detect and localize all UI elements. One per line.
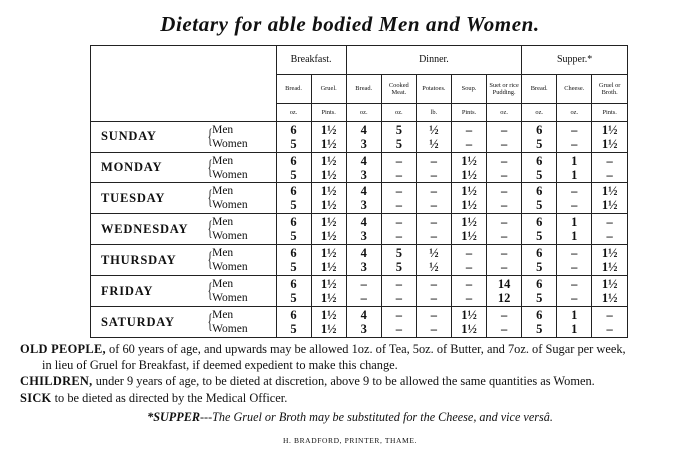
note-children-lead: CHILDREN, (20, 374, 93, 389)
col-dinner-bread: Bread. (346, 74, 381, 103)
brace-icon: { (207, 154, 213, 179)
ration-cell (276, 245, 311, 276)
ration-cell (416, 183, 451, 214)
ration-women: – (395, 229, 402, 244)
ration-women: 5 (290, 322, 297, 337)
ration-men: 6 (536, 308, 543, 323)
ration-women: – (500, 167, 508, 182)
ration-cell (416, 152, 451, 183)
ration-cell (381, 121, 416, 152)
note-old-people (20, 341, 690, 357)
ration-men: 6 (290, 308, 297, 323)
ration-men: – (500, 246, 508, 261)
ration-women: – (430, 291, 438, 306)
ration-cell (592, 121, 627, 152)
ration-women: 3 (360, 136, 367, 151)
label-women: Women (212, 230, 248, 243)
ration-men: – (500, 122, 508, 137)
col-dinner-cooked-meat: Cooked Meat. (381, 74, 416, 103)
ration-men: 1 (571, 308, 578, 323)
col-breakfast-bread: Bread. (276, 74, 311, 103)
ration-cell (346, 307, 381, 337)
ration-men: – (500, 308, 508, 323)
sex-labels (209, 307, 276, 337)
note-sick (20, 390, 690, 406)
label-women: Women (212, 137, 248, 150)
ration-men: 4 (360, 215, 367, 230)
ration-men: – (500, 153, 508, 168)
ration-men: 1½ (601, 277, 618, 292)
day-label: WEDNESDAY (101, 221, 189, 236)
ration-cell (557, 121, 592, 152)
ration-cell (381, 214, 416, 245)
col-supper-bread: Bread. (522, 74, 557, 103)
ration-cell (522, 214, 557, 245)
ration-women: 1½ (601, 260, 618, 275)
ration-women: – (395, 291, 402, 306)
ration-cell (346, 245, 381, 276)
unit-cell: oz. (346, 103, 381, 121)
ration-women: ½ (429, 136, 439, 151)
ration-men: 6 (536, 153, 543, 168)
ration-women: 3 (360, 229, 367, 244)
ration-women: 1 (571, 229, 578, 244)
ration-cell (311, 245, 346, 276)
group-supper: Supper.* (522, 46, 627, 74)
ration-cell (311, 152, 346, 183)
ration-women: 5 (536, 291, 543, 306)
ration-men: 1½ (461, 184, 477, 199)
day-label: SATURDAY (101, 314, 175, 329)
ration-women: – (606, 167, 613, 182)
ration-men: 6 (290, 153, 297, 168)
ration-cell (416, 121, 451, 152)
col-dinner-pudding: Suet or rice Pudding. (487, 74, 522, 103)
unit-cell: Pints. (451, 103, 486, 121)
ration-cell (311, 307, 346, 337)
note-children (20, 373, 690, 389)
unit-cell: Pints. (311, 103, 346, 121)
ration-men: – (571, 277, 578, 292)
ration-cell (592, 276, 627, 307)
unit-cell: oz. (522, 103, 557, 121)
ration-women: 3 (360, 322, 367, 337)
ration-women: 5 (536, 136, 543, 151)
ration-cell (557, 245, 592, 276)
ration-men: 1½ (461, 308, 477, 323)
notes-section (20, 341, 690, 406)
ration-cell (451, 307, 486, 337)
day-label: MONDAY (101, 160, 163, 174)
ration-men: – (360, 277, 367, 292)
footnote-text: ---The Gruel or Broth may be substituted for the Cheese, and vice versâ. (199, 410, 553, 424)
ration-women: – (500, 136, 508, 151)
ration-women: – (465, 291, 473, 306)
ration-cell (451, 214, 486, 245)
ration-women: ½ (429, 260, 439, 275)
ration-women: 1½ (320, 322, 337, 337)
ration-cell (276, 307, 311, 337)
ration-cell (451, 245, 486, 276)
ration-cell (381, 245, 416, 276)
ration-women: – (395, 167, 402, 182)
label-men: Men (212, 278, 234, 291)
group-dinner: Dinner. (346, 46, 521, 74)
ration-men: 1½ (320, 215, 337, 230)
ration-women: 5 (395, 260, 402, 275)
ration-women: 1½ (461, 167, 477, 182)
ration-women: 5 (290, 229, 297, 244)
ration-cell (557, 276, 592, 307)
ration-cell (522, 307, 557, 337)
ration-women: 1½ (601, 291, 618, 306)
ration-cell (522, 152, 557, 183)
note-old-people-text: of 60 years of age, and upwards may be allowed 1oz. of Tea, 5oz. of Butter, and 7oz. of Sugar per week, (109, 342, 626, 356)
ration-cell (522, 245, 557, 276)
brace-icon: { (207, 309, 213, 334)
ration-men: 4 (360, 246, 367, 261)
ration-cell (451, 183, 486, 214)
ration-women: 1½ (320, 291, 337, 306)
ration-cell (346, 276, 381, 307)
ration-men: 14 (497, 277, 511, 292)
ration-cell (522, 183, 557, 214)
ration-women: 5 (290, 167, 297, 182)
ration-men: – (465, 277, 473, 292)
ration-women: 12 (497, 291, 511, 306)
ration-men: 1½ (601, 246, 618, 261)
ration-women: 5 (395, 136, 402, 151)
ration-women: – (606, 322, 613, 337)
ration-men: ½ (429, 246, 439, 261)
day-row (91, 307, 627, 337)
ration-women: 1½ (601, 136, 618, 151)
note-old-people-lead: OLD PEOPLE, (20, 342, 106, 356)
ration-cell (311, 276, 346, 307)
meal-group-header-row (91, 46, 627, 74)
ration-women: – (465, 136, 473, 151)
page-title: Dietary for able bodied Men and Women. (160, 12, 540, 36)
dietary-table (90, 45, 628, 338)
ration-men: 4 (360, 122, 367, 137)
ration-women: – (500, 229, 508, 244)
ration-men: 6 (290, 215, 297, 230)
ration-men: 6 (536, 277, 543, 292)
ration-men: – (395, 308, 402, 323)
ration-women: 5 (290, 198, 297, 213)
label-women: Women (212, 199, 248, 212)
ration-cell (276, 121, 311, 152)
ration-cell (487, 276, 522, 307)
day-row (91, 276, 627, 307)
ration-cell (346, 183, 381, 214)
label-women: Women (212, 261, 248, 274)
sex-labels (209, 121, 276, 152)
ration-women: – (430, 167, 438, 182)
ration-men: 6 (290, 122, 297, 137)
ration-cell (557, 214, 592, 245)
ration-women: 1½ (601, 198, 618, 213)
ration-women: 1½ (320, 229, 337, 244)
ration-cell (592, 307, 627, 337)
label-men: Men (212, 185, 234, 198)
ration-men: 1½ (601, 122, 618, 137)
ration-cell (451, 276, 486, 307)
ration-men: 4 (360, 184, 367, 199)
day-row (91, 152, 627, 183)
ration-women: 1½ (461, 229, 477, 244)
ration-men: 1½ (320, 246, 337, 261)
unit-cell: oz. (487, 103, 522, 121)
ration-women: 3 (360, 198, 367, 213)
ration-men: 1½ (601, 184, 618, 199)
ration-cell (557, 307, 592, 337)
unit-cell: oz. (557, 103, 592, 121)
ration-cell (346, 214, 381, 245)
ration-cell (487, 245, 522, 276)
note-children-text: under 9 years of age, to be dieted at discretion, above 9 to be allowed the same quantities as Women. (95, 374, 595, 389)
group-breakfast: Breakfast. (276, 46, 346, 74)
ration-cell (557, 183, 592, 214)
ration-women: – (395, 198, 402, 213)
ration-cell (416, 214, 451, 245)
ration-men: – (395, 153, 402, 168)
ration-women: 5 (536, 167, 543, 182)
ration-men: – (430, 153, 438, 168)
ration-men: – (395, 277, 402, 292)
ration-women: 5 (290, 136, 297, 151)
ration-men: – (465, 122, 473, 137)
ration-men: 1½ (320, 308, 337, 323)
col-dinner-potatoes: Potatoes. (416, 74, 451, 103)
ration-cell (276, 183, 311, 214)
ration-men: – (606, 308, 613, 323)
ration-women: – (395, 322, 402, 337)
ration-women: 3 (360, 167, 367, 182)
ration-men: 1½ (320, 277, 337, 292)
ration-cell (522, 276, 557, 307)
ration-men: 1½ (320, 184, 337, 199)
ration-women: – (500, 198, 508, 213)
sex-labels (209, 276, 276, 307)
ration-men: – (395, 215, 402, 230)
ration-cell (451, 121, 486, 152)
ration-women: – (571, 198, 578, 213)
ration-women: 1½ (320, 167, 337, 182)
supper-footnote (0, 410, 700, 425)
ration-women: 1 (571, 167, 578, 182)
ration-women: 1½ (320, 198, 337, 213)
ration-cell (346, 121, 381, 152)
label-men: Men (212, 216, 234, 229)
sex-labels (209, 245, 276, 276)
ration-men: – (571, 184, 578, 199)
ration-women: – (430, 229, 438, 244)
note-sick-text: to be dieted as directed by the Medical Officer. (54, 390, 288, 405)
ration-cell (416, 276, 451, 307)
ration-cell (311, 121, 346, 152)
ration-women: – (430, 198, 438, 213)
ration-women: 1½ (320, 260, 337, 275)
ration-cell (416, 245, 451, 276)
label-men: Men (212, 309, 234, 322)
ration-men: 1½ (320, 153, 337, 168)
ration-men: 5 (395, 246, 402, 261)
ration-cell (381, 307, 416, 337)
ration-cell (381, 276, 416, 307)
note-sick-lead: SICK (20, 390, 52, 405)
label-men: Men (212, 154, 234, 167)
ration-men: – (430, 215, 438, 230)
unit-cell: oz. (381, 103, 416, 121)
ration-men: – (430, 184, 438, 199)
printer-imprint: H. BRADFORD, PRINTER, THAME. (283, 436, 417, 445)
col-supper-cheese: Cheese. (557, 74, 592, 103)
ration-women: 5 (290, 291, 297, 306)
day-label: FRIDAY (101, 283, 154, 298)
ration-women: – (500, 322, 508, 337)
ration-women: 5 (536, 198, 543, 213)
ration-men: – (500, 184, 508, 199)
brace-icon: { (207, 247, 213, 272)
ration-women: 5 (536, 322, 543, 337)
label-men: Men (212, 123, 234, 136)
day-row (91, 183, 627, 214)
ration-men: – (571, 246, 578, 261)
col-dinner-soup: Soup. (451, 74, 486, 103)
ration-men: 6 (290, 246, 297, 261)
ration-men: 6 (290, 277, 297, 292)
ration-cell (592, 214, 627, 245)
unit-cell: Pints. (592, 103, 627, 121)
ration-cell (592, 183, 627, 214)
day-label: TUESDAY (101, 190, 166, 205)
ration-cell (487, 152, 522, 183)
ration-cell (592, 152, 627, 183)
ration-men: – (465, 246, 473, 261)
day-label: SUNDAY (101, 129, 157, 144)
brace-icon: { (207, 123, 213, 148)
ration-men: 4 (360, 308, 367, 323)
ration-women: – (606, 229, 613, 244)
ration-women: 5 (290, 260, 297, 275)
ration-cell (557, 152, 592, 183)
ration-women: – (430, 322, 438, 337)
day-row (91, 121, 627, 152)
ration-men: 6 (536, 184, 543, 199)
sex-labels (209, 214, 276, 245)
ration-men: – (430, 277, 438, 292)
ration-men: – (395, 184, 402, 199)
ration-cell (592, 245, 627, 276)
ration-men: 1 (571, 215, 578, 230)
ration-men: 6 (536, 215, 543, 230)
ration-men: 6 (536, 246, 543, 261)
label-women: Women (212, 292, 248, 305)
ration-men: ½ (429, 122, 439, 137)
ration-women: 3 (360, 260, 367, 275)
ration-cell (487, 307, 522, 337)
ration-women: 5 (536, 260, 543, 275)
ration-cell (276, 214, 311, 245)
ration-men: 6 (536, 122, 543, 137)
ration-cell (522, 121, 557, 152)
ration-women: – (465, 260, 473, 275)
ration-men: – (430, 308, 438, 323)
ration-cell (487, 183, 522, 214)
ration-men: 1 (571, 153, 578, 168)
ration-men: 1½ (461, 153, 477, 168)
footnote-lead: *SUPPER (147, 410, 200, 424)
ration-cell (487, 214, 522, 245)
ration-men: 5 (395, 122, 402, 137)
ration-women: 1½ (461, 198, 477, 213)
ration-cell (416, 307, 451, 337)
label-women: Women (212, 168, 248, 181)
ration-men: 6 (290, 184, 297, 199)
ration-cell (381, 152, 416, 183)
ration-women: 1½ (320, 136, 337, 151)
note-old-people-cont: in lieu of Gruel for Breakfast, if deemed expedient to make this change. (42, 358, 398, 373)
ration-cell (276, 276, 311, 307)
ration-women: – (500, 260, 508, 275)
col-supper-gruel-broth: Gruel or Broth. (592, 74, 627, 103)
ration-cell (381, 183, 416, 214)
ration-men: – (571, 122, 578, 137)
label-women: Women (212, 323, 248, 336)
ration-women: – (571, 291, 578, 306)
day-row (91, 214, 627, 245)
ration-cell (487, 121, 522, 152)
ration-men: 1½ (461, 215, 477, 230)
ration-women: – (571, 260, 578, 275)
ration-women: – (571, 136, 578, 151)
ration-cell (311, 183, 346, 214)
col-breakfast-gruel: Gruel. (311, 74, 346, 103)
ration-men: – (606, 215, 613, 230)
ration-cell (346, 152, 381, 183)
ration-women: 5 (536, 229, 543, 244)
ration-men: – (606, 153, 613, 168)
brace-icon: { (207, 216, 213, 241)
ration-men: 4 (360, 153, 367, 168)
ration-cell (311, 214, 346, 245)
ration-women: 1 (571, 322, 578, 337)
sex-labels (209, 183, 276, 214)
label-men: Men (212, 247, 234, 260)
brace-icon: { (207, 185, 213, 210)
brace-icon: { (207, 278, 213, 303)
sex-labels (209, 152, 276, 183)
ration-women: – (360, 291, 367, 306)
ration-cell (451, 152, 486, 183)
unit-cell: oz. (276, 103, 311, 121)
ration-men: – (500, 215, 508, 230)
ration-cell (276, 152, 311, 183)
day-row (91, 245, 627, 276)
unit-cell: lb. (416, 103, 451, 121)
ration-women: 1½ (461, 322, 477, 337)
ration-men: 1½ (320, 122, 337, 137)
day-label: THURSDAY (101, 252, 177, 267)
